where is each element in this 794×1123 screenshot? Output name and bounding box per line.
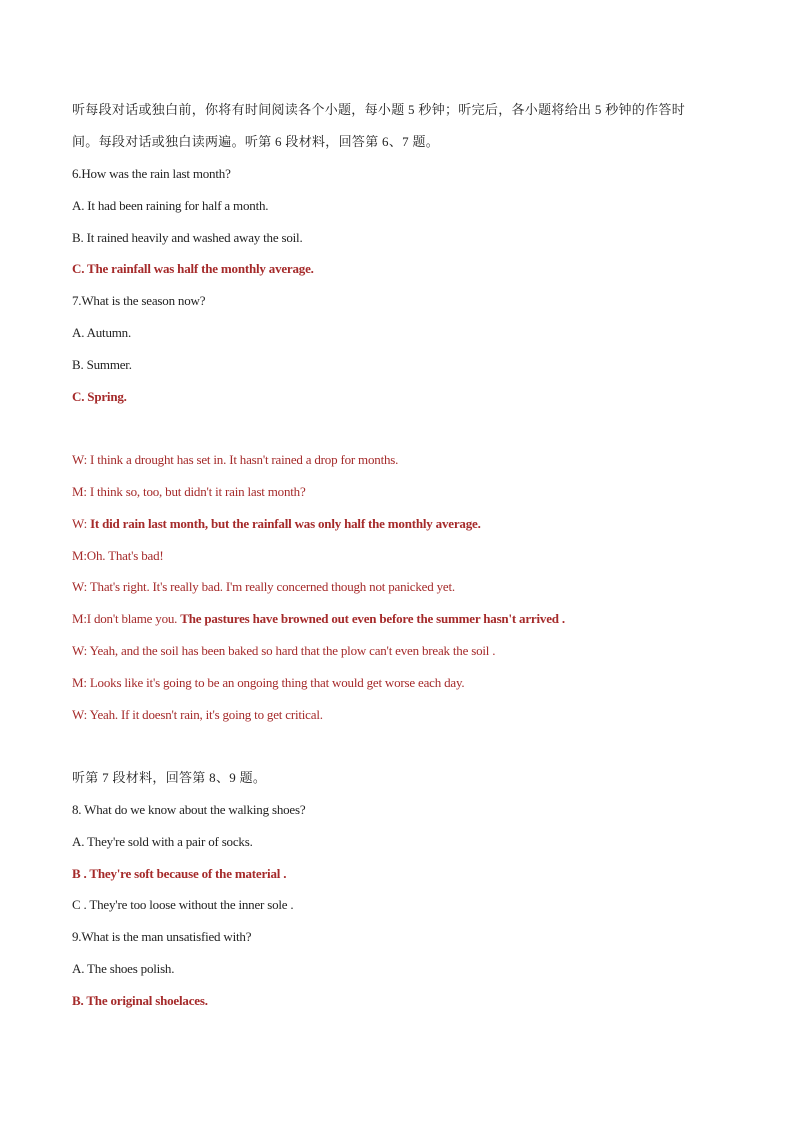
question-7-option-a: A. Autumn. <box>72 325 132 340</box>
transcript-line-1: W: I think a drought has set in. It hasn't rained a drop for months. <box>72 452 399 467</box>
question-6-stem: 6.How was the rain last month? <box>72 166 231 181</box>
section2-intro: 听第 7 段材料，回答第 8、9 题。 <box>72 770 267 785</box>
question-6-option-c-answer: C. The rainfall was half the monthly average. <box>72 261 314 276</box>
transcript-line-2: M: I think so, too, but didn't it rain last month? <box>72 484 306 499</box>
transcript-line-5: W: That's right. It's really bad. I'm really concerned though not panicked yet. <box>72 579 455 594</box>
question-8-stem: 8. What do we know about the walking shoes? <box>72 802 306 817</box>
question-8-option-a: A. They're sold with a pair of socks. <box>72 834 253 849</box>
section1-intro-line2: 间。每段对话或独白读两遍。听第 6 段材料，回答第 6、7 题。 <box>72 134 440 149</box>
transcript-line-6-key-sentence: The pastures have browned out even before the summer hasn't arrived . <box>180 611 565 626</box>
question-9-stem: 9.What is the man unsatisfied with? <box>72 929 252 944</box>
transcript-line-7: W: Yeah, and the soil has been baked so hard that the plow can't even break the soil . <box>72 643 496 658</box>
question-8-option-b-answer: B . They're soft because of the material . <box>72 866 287 881</box>
section1-intro-line1: 听每段对话或独白前，你将有时间阅读各个小题，每小题 5 秒钟；听完后，各小题将给出 5 秒钟的作答时 <box>72 102 685 117</box>
question-8-option-c: C . They're too loose without the inner sole . <box>72 897 294 912</box>
question-7-stem: 7.What is the season now? <box>72 293 206 308</box>
transcript-line-6 <box>72 610 565 628</box>
question-6-option-b: B. It rained heavily and washed away the soil. <box>72 230 303 245</box>
transcript-line-6-speaker: M:I don't blame you. <box>72 611 181 626</box>
transcript-line-8: M: Looks like it's going to be an ongoing thing that would get worse each day. <box>72 675 465 690</box>
question-7-option-b: B. Summer. <box>72 357 132 372</box>
transcript-line-3 <box>72 515 481 533</box>
transcript-line-3-key-sentence: It did rain last month, but the rainfall was only half the monthly average. <box>90 516 481 531</box>
transcript-line-4: M:Oh. That's bad! <box>72 548 164 563</box>
transcript-line-3-speaker: W: <box>72 516 91 531</box>
question-6-option-a: A. It had been raining for half a month. <box>72 198 269 213</box>
question-7-option-c-answer: C. Spring. <box>72 389 127 404</box>
question-9-option-b-answer: B. The original shoelaces. <box>72 993 208 1008</box>
transcript-line-9: W: Yeah. If it doesn't rain, it's going to get critical. <box>72 707 323 722</box>
question-9-option-a: A. The shoes polish. <box>72 961 175 976</box>
